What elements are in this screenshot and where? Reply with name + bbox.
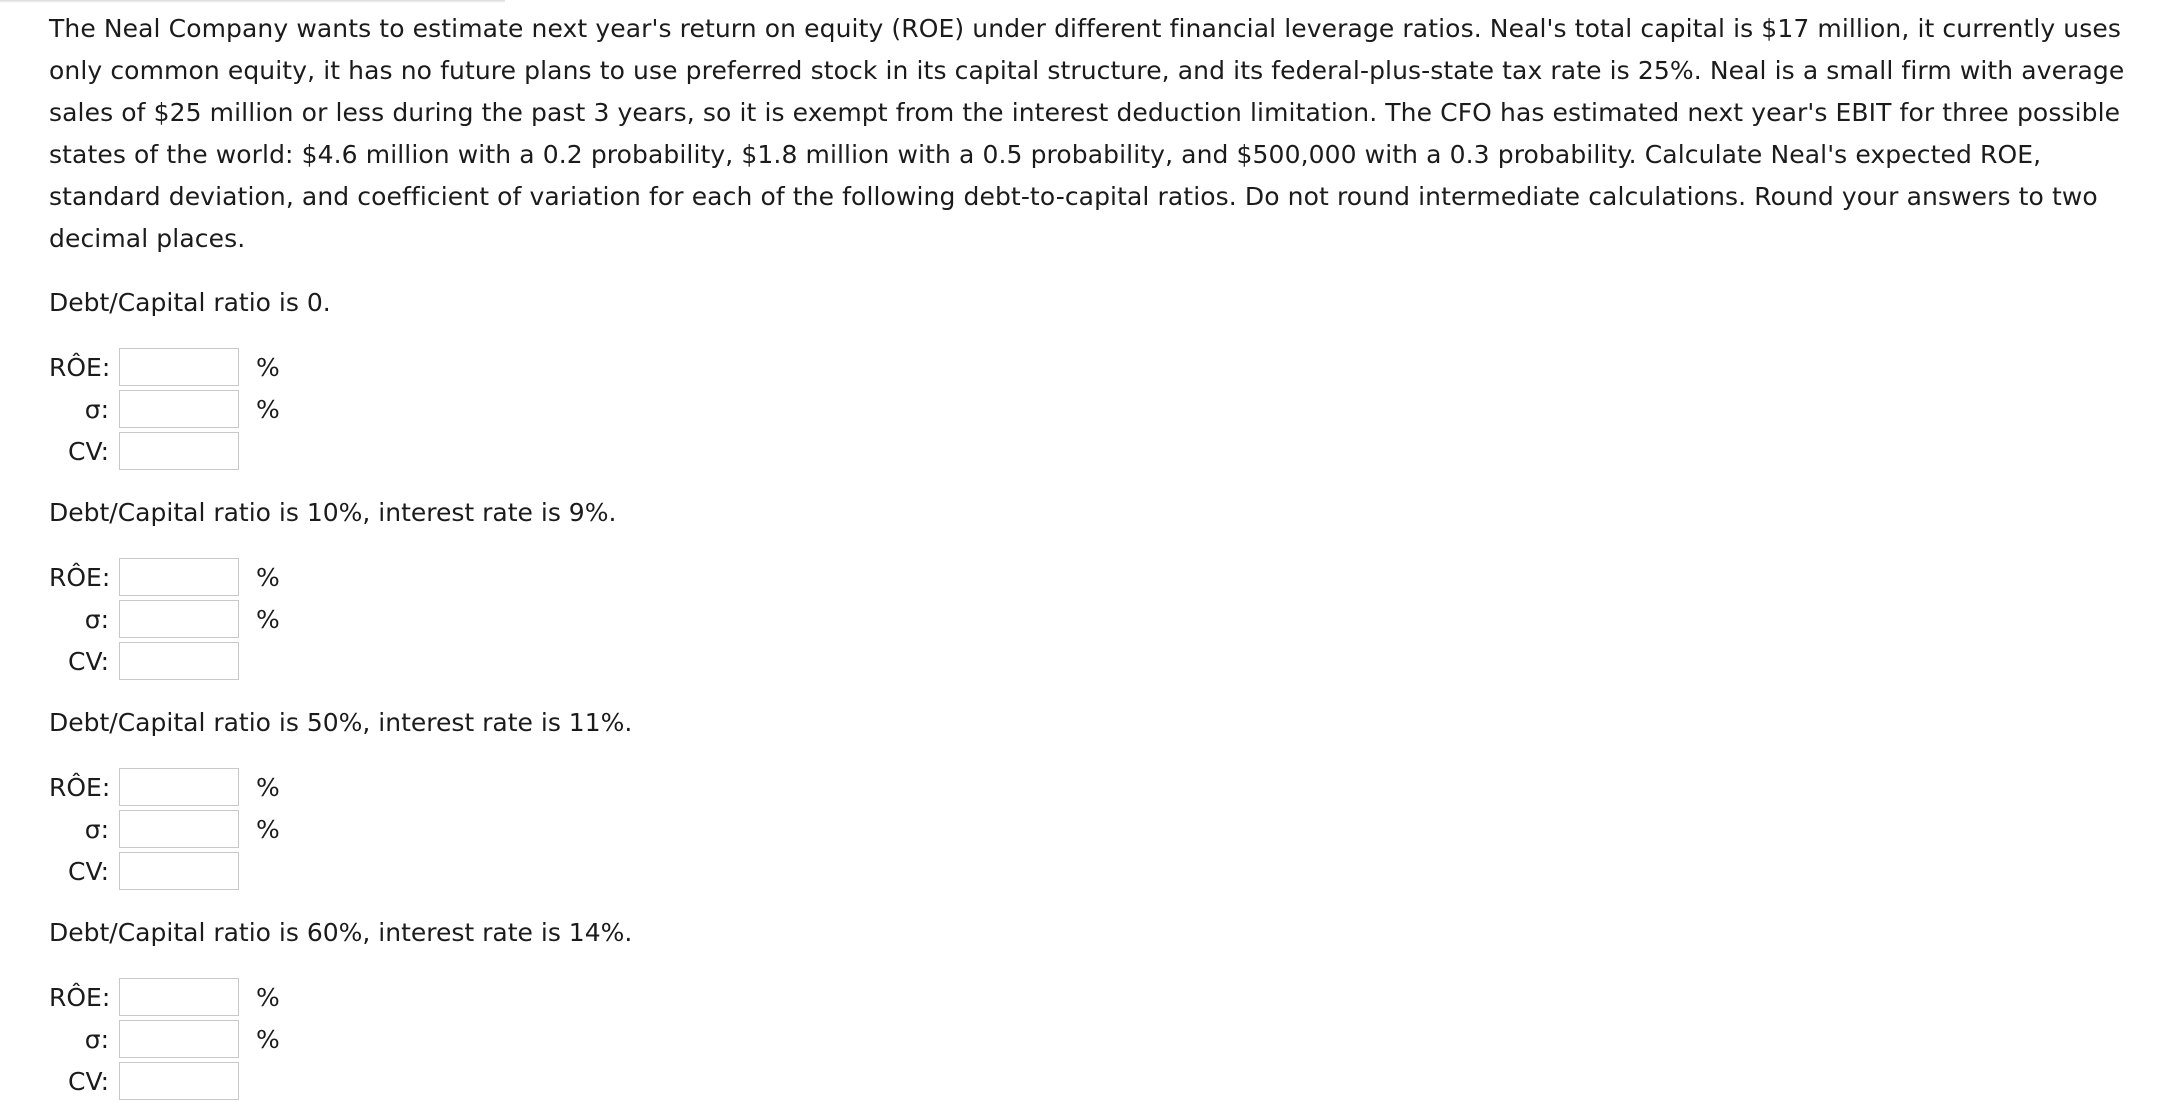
percent-unit: % [256, 814, 280, 844]
roe-input-scenario-3[interactable] [119, 768, 239, 806]
cv-label: CV: [68, 646, 109, 676]
scenario-heading: Debt/Capital ratio is 0. [49, 288, 331, 317]
sigma-input-scenario-4[interactable] [119, 1020, 239, 1058]
percent-unit: % [256, 982, 280, 1012]
cv-label: CV: [68, 856, 109, 886]
roe-row [49, 976, 2154, 1018]
roe-input-scenario-2[interactable] [119, 558, 239, 596]
percent-unit: % [256, 394, 280, 424]
roe-label: RÔE: [49, 772, 111, 802]
sigma-input-scenario-3[interactable] [119, 810, 239, 848]
answer-rows [49, 976, 2154, 1102]
cv-input-scenario-4[interactable] [119, 1062, 239, 1100]
roe-input-scenario-1[interactable] [119, 348, 239, 386]
percent-unit: % [256, 772, 280, 802]
scenario-debt-50 [49, 702, 2154, 892]
cv-label: CV: [68, 1066, 109, 1096]
question-content [49, 8, 2154, 1102]
sigma-label: σ: [84, 814, 109, 844]
sigma-label: σ: [84, 394, 109, 424]
cv-row [49, 1060, 2154, 1102]
sigma-input-scenario-1[interactable] [119, 390, 239, 428]
answer-rows [49, 346, 2154, 472]
cv-input-scenario-1[interactable] [119, 432, 239, 470]
cv-row [49, 430, 2154, 472]
scenario-heading: Debt/Capital ratio is 60%, interest rate is 14%. [49, 918, 633, 947]
sigma-label: σ: [84, 1024, 109, 1054]
roe-input-scenario-4[interactable] [119, 978, 239, 1016]
percent-unit: % [256, 352, 280, 382]
sigma-row [49, 598, 2154, 640]
cv-input-scenario-3[interactable] [119, 852, 239, 890]
cv-input-scenario-2[interactable] [119, 642, 239, 680]
roe-row [49, 346, 2154, 388]
sigma-row [49, 808, 2154, 850]
roe-label: RÔE: [49, 562, 111, 592]
scenario-debt-60 [49, 912, 2154, 1102]
roe-row [49, 766, 2154, 808]
answer-rows [49, 766, 2154, 892]
scenario-debt-10 [49, 492, 2154, 682]
scenario-heading: Debt/Capital ratio is 50%, interest rate is 11%. [49, 708, 633, 737]
sigma-label: σ: [84, 604, 109, 634]
roe-row [49, 556, 2154, 598]
scenario-debt-0 [49, 282, 2154, 472]
sigma-input-scenario-2[interactable] [119, 600, 239, 638]
roe-label: RÔE: [49, 982, 111, 1012]
answer-rows [49, 556, 2154, 682]
percent-unit: % [256, 562, 280, 592]
percent-unit: % [256, 604, 280, 634]
sigma-row [49, 388, 2154, 430]
top-edge-shadow [0, 0, 505, 3]
percent-unit: % [256, 1024, 280, 1054]
roe-label: RÔE: [49, 352, 111, 382]
cv-label: CV: [68, 436, 109, 466]
cv-row [49, 640, 2154, 682]
cv-row [49, 850, 2154, 892]
problem-statement: The Neal Company wants to estimate next year's return on equity (ROE) under different financial leverage ratios. Neal's total capital is $17 million, it currently uses only common equity, it has no future plans to use preferred stock in its capital structure, and its federal-plus-state tax rate is 25%. Neal is a small firm with average sales of $25 million or less during the past 3 years, so it is exempt from the interest deduction limitation. The CFO has estimated next year's EBIT for three possible states of the world: $4.6 million with a 0.2 probability, $1.8 million with a 0.5 probability, and $500,000 with a 0.3 probability. Calculate Neal's expected ROE, standard deviation, and coefficient of variation for each of the following debt-to-capital ratios. Do not round intermediate calculations. Round your answers to two decimal places. [49, 14, 2125, 253]
scenario-heading: Debt/Capital ratio is 10%, interest rate is 9%. [49, 498, 617, 527]
sigma-row [49, 1018, 2154, 1060]
